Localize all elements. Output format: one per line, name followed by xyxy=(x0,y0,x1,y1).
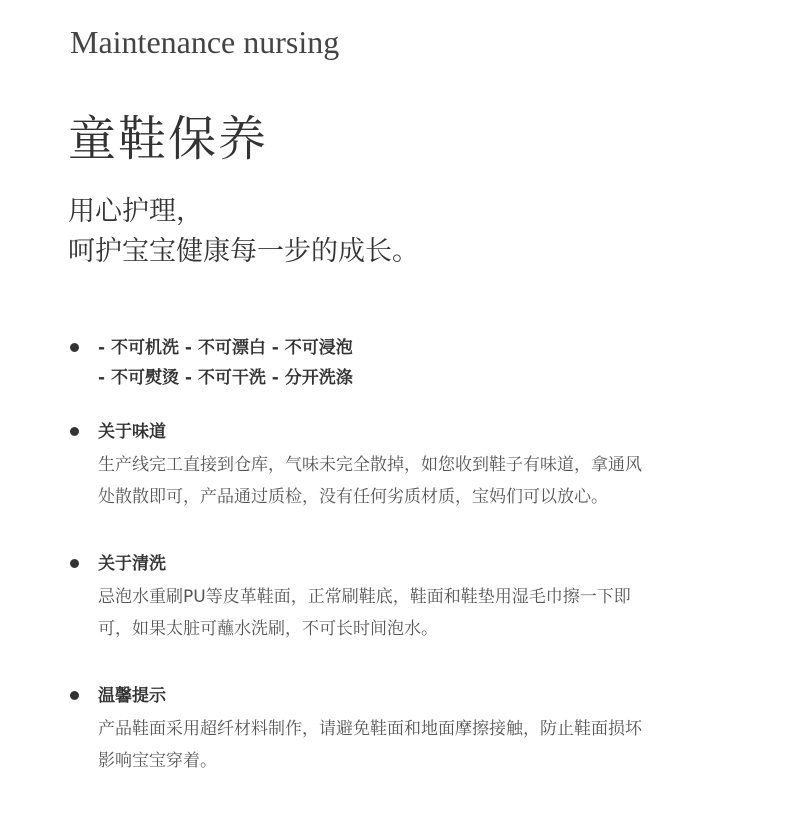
list-item-warnings xyxy=(70,333,750,393)
tips-body xyxy=(98,713,750,777)
cleaning-body-line-1: 忌泡水重刷PU等皮革鞋面，正常刷鞋底，鞋面和鞋垫用湿毛巾擦一下即 xyxy=(98,587,631,607)
warnings-line-2: - 不可熨烫 - 不可干洗 - 分开洗涤 xyxy=(98,368,353,388)
cleaning-heading: 关于清洗 xyxy=(98,554,166,574)
smell-heading: 关于味道 xyxy=(98,422,166,442)
smell-body-line-1: 生产线完工直接到仓库，气味未完全散掉，如您收到鞋子有味道，拿通风 xyxy=(98,455,642,475)
subtitle xyxy=(68,192,419,272)
list-item-smell xyxy=(70,417,750,513)
smell-body-line-2: 处散散即可，产品通过质检，没有任何劣质材质，宝妈们可以放心。 xyxy=(98,487,608,507)
bullet-dot-icon xyxy=(70,559,79,568)
cleaning-body xyxy=(98,581,750,645)
english-title: Maintenance nursing xyxy=(70,24,340,60)
smell-body xyxy=(98,449,750,513)
warnings-line-1: - 不可机洗 - 不可漂白 - 不可浸泡 xyxy=(98,338,353,358)
bullet-dot-icon xyxy=(70,427,79,436)
tips-body-line-2: 影响宝宝穿着。 xyxy=(98,751,217,771)
bullet-dot-icon xyxy=(70,343,79,352)
page-title: 童鞋保养 xyxy=(68,111,269,167)
bullet-dot-icon xyxy=(70,691,79,700)
cleaning-body-line-2: 可，如果太脏可蘸水洗刷，不可长时间泡水。 xyxy=(98,619,438,639)
list-item-cleaning xyxy=(70,549,750,645)
tips-body-line-1: 产品鞋面采用超纤材料制作，请避免鞋面和地面摩擦接触，防止鞋面损坏 xyxy=(98,719,642,739)
tips-heading: 温馨提示 xyxy=(98,686,166,706)
care-list xyxy=(70,333,750,777)
subtitle-line-2: 呵护宝宝健康每一步的成长。 xyxy=(68,236,419,267)
list-item-tips xyxy=(70,681,750,777)
subtitle-line-1: 用心护理， xyxy=(68,196,203,227)
